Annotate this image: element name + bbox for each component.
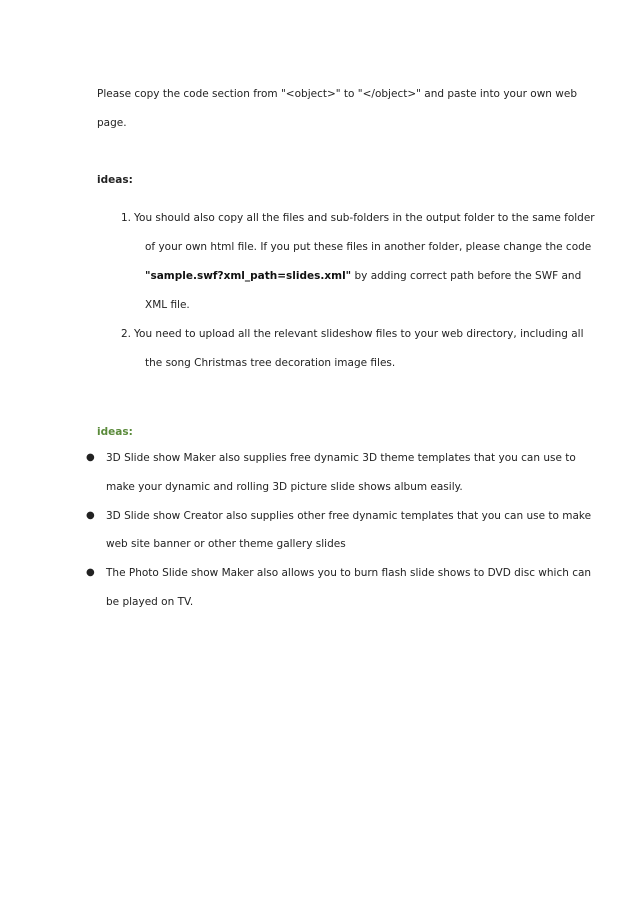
item-number: 1. <box>121 212 132 224</box>
item-1-line-3 <box>145 269 581 283</box>
intro-line-1: Please copy the code section from "<object>" to "</object>" and paste into your own web <box>97 88 577 100</box>
item-1-line-4: XML file. <box>145 299 190 311</box>
bullet-1-line-2: make your dynamic and rolling 3D picture slide shows album easily. <box>106 481 463 493</box>
item-number: 2. <box>121 328 132 340</box>
item-2-line-2: the song Christmas tree decoration image files. <box>145 357 396 369</box>
bullet-icon: ● <box>86 567 95 578</box>
item-1-line-3-rest: by adding correct path before the SWF and <box>351 270 582 282</box>
bullet-icon: ● <box>86 510 95 521</box>
bullet-3-line-1: The Photo Slide show Maker also allows you to burn flash slide shows to DVD disc which can <box>106 567 592 579</box>
bullet-icon: ● <box>86 452 95 463</box>
intro-line-2: page. <box>97 117 127 129</box>
code-snippet: "sample.swf?xml_path=slides.xml" <box>145 270 352 282</box>
bullet-2-line-2: web site banner or other theme gallery slides <box>106 538 346 550</box>
bullet-1-line-1: 3D Slide show Maker also supplies free dynamic 3D theme templates that you can use to <box>106 452 576 464</box>
ideas-heading-1: ideas: <box>97 174 133 186</box>
item-1-line-2: of your own html file. If you put these files in another folder, please change the code <box>145 241 592 253</box>
bullet-3-line-2: be played on TV. <box>106 596 194 608</box>
item-1-line-1: You should also copy all the files and sub-folders in the output folder to the same folder <box>134 212 595 224</box>
bullet-2-line-1: 3D Slide show Creator also supplies other free dynamic templates that you can use to make <box>106 510 592 522</box>
item-2-line-1: You need to upload all the relevant slideshow files to your web directory, including all <box>134 328 584 340</box>
ideas-heading-2: ideas: <box>97 426 133 438</box>
